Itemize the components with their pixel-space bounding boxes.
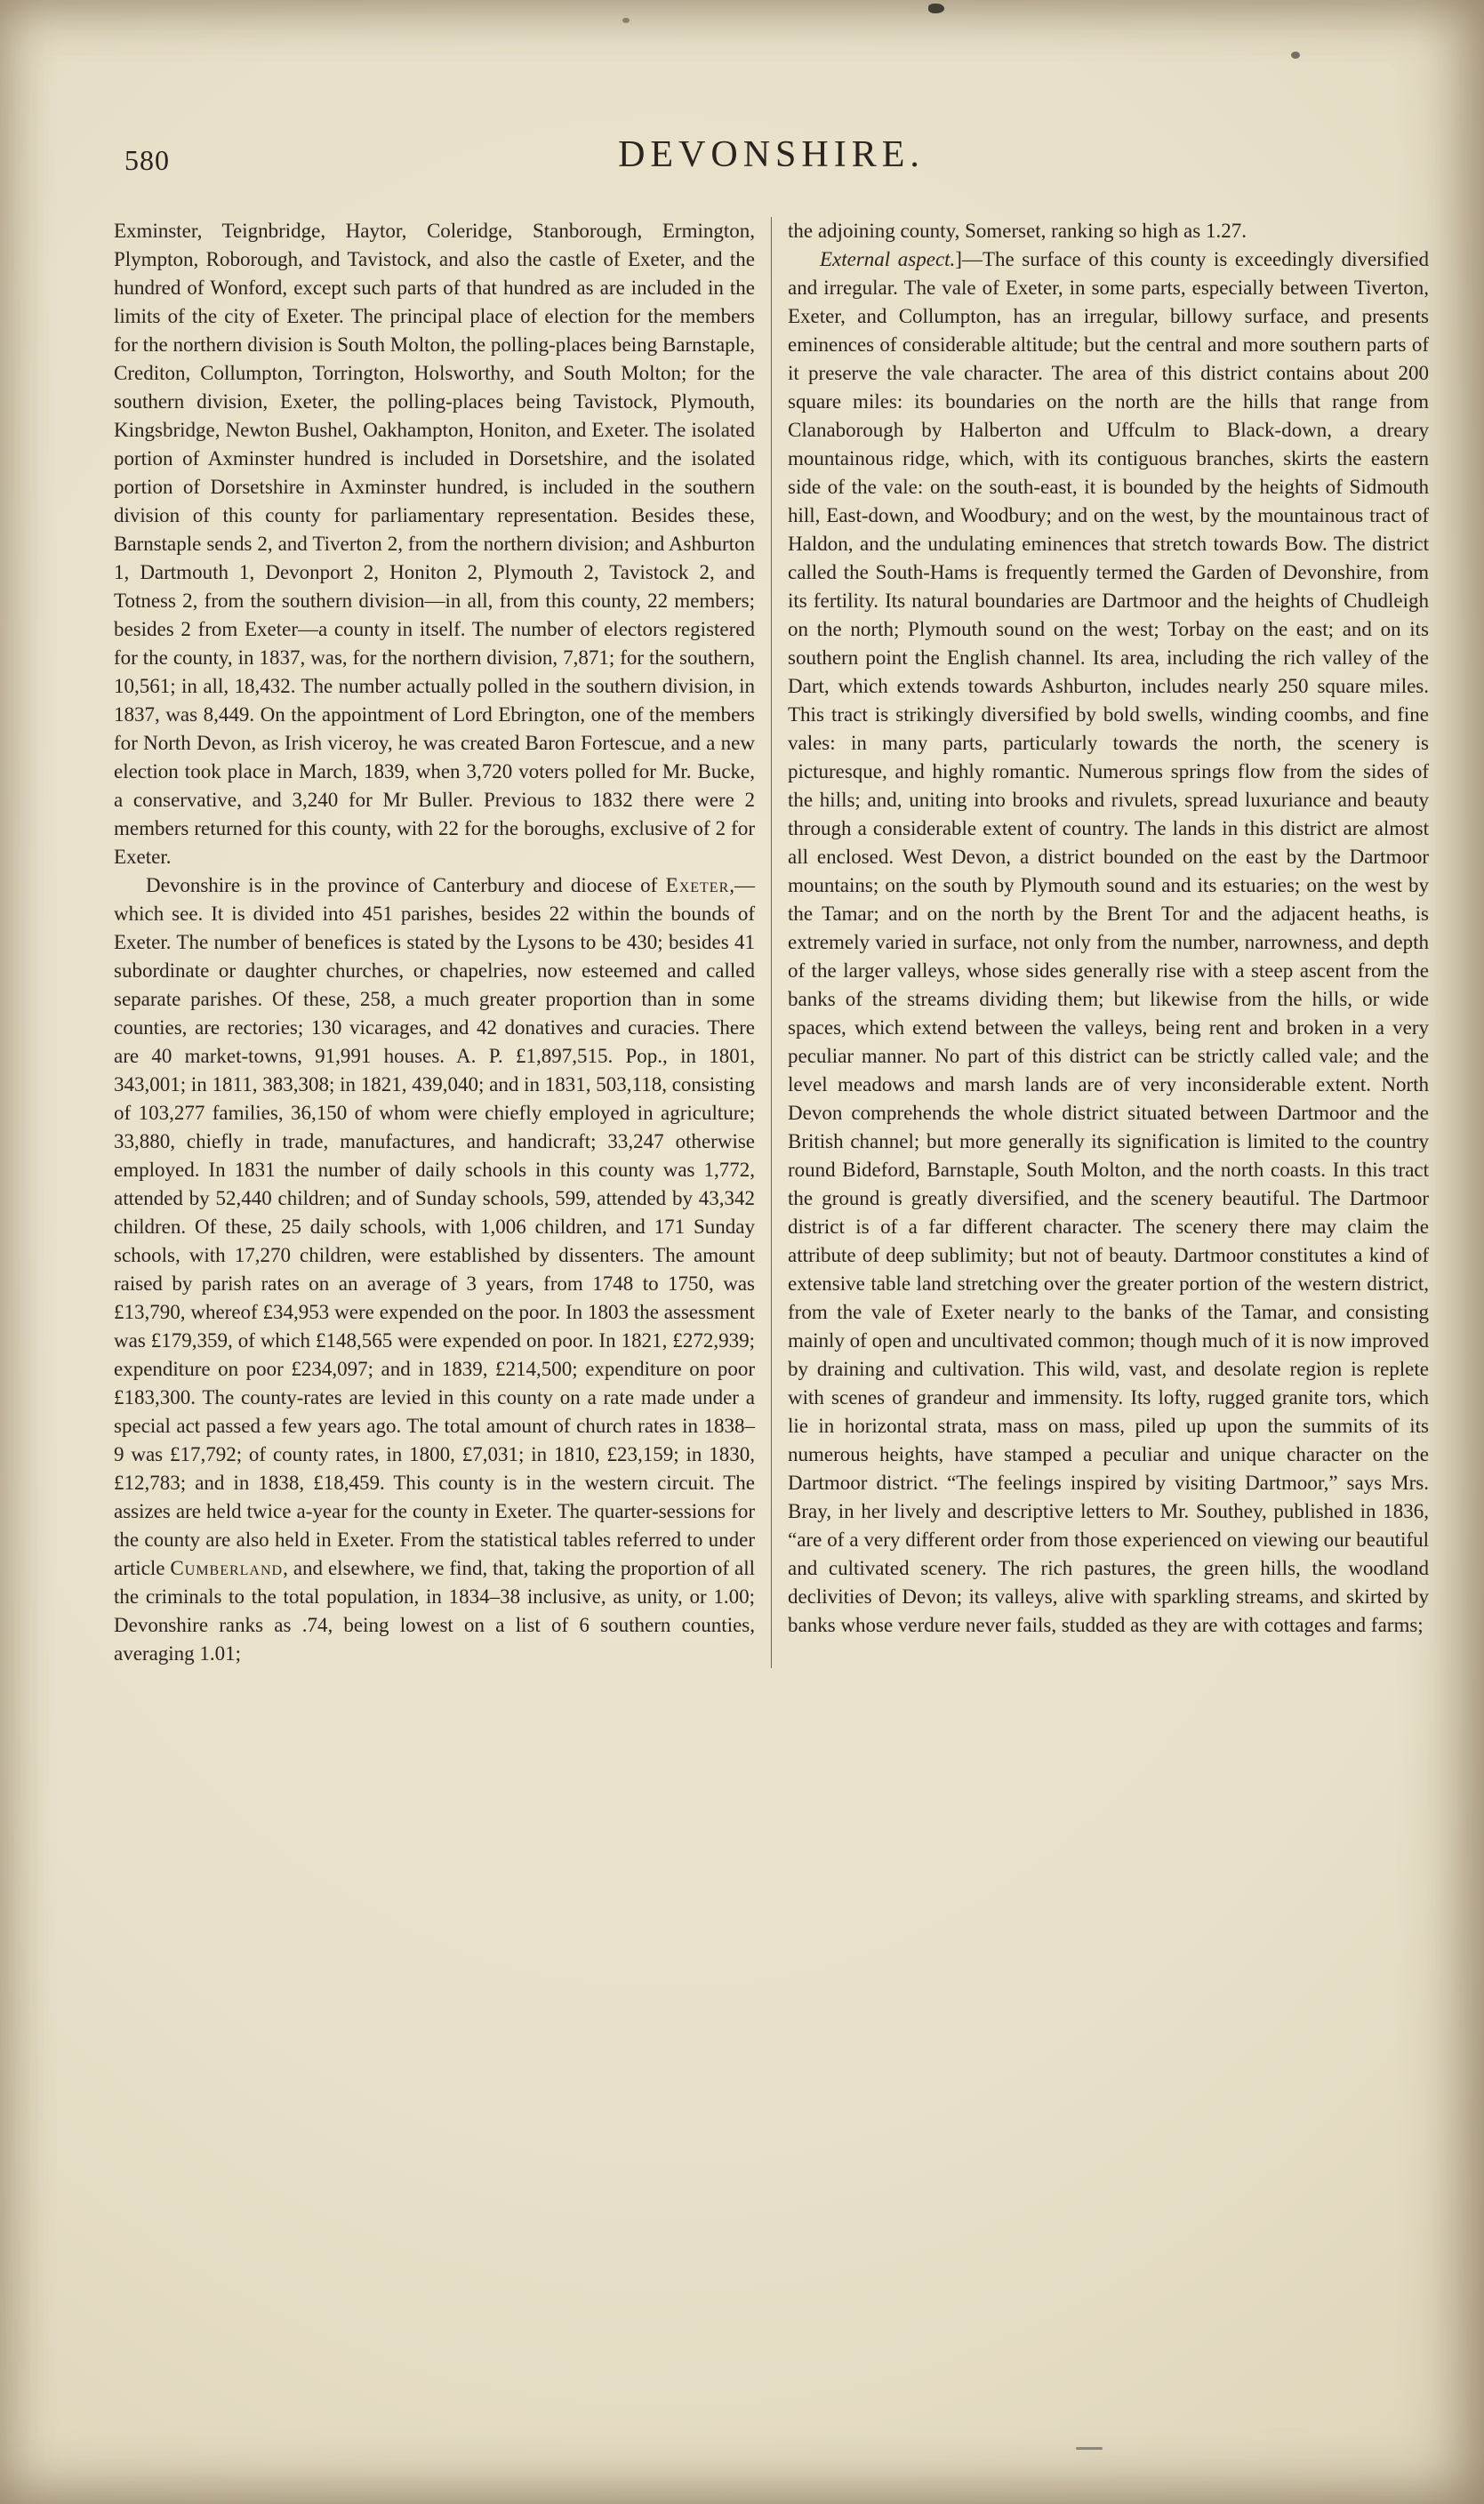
text-block — [114, 217, 1429, 1668]
right-column — [788, 217, 1429, 1668]
left-column — [114, 217, 755, 1668]
paragraph-right-continuation: the adjoining county, Somerset, ranking so high as 1.27. — [788, 220, 1247, 242]
ink-speck — [928, 4, 944, 13]
ink-speck — [1076, 2447, 1103, 2450]
page-number: 580 — [124, 144, 170, 176]
ink-speck — [622, 18, 630, 23]
ink-speck — [1291, 52, 1300, 59]
column-divider-rule — [771, 217, 772, 1668]
paragraph-left-devonshire-stats: Devonshire is in the province of Canterbury and diocese of Exeter,—which see. It is divided into 451 parishes, besides 22 within the bounds of Exeter. The number of benefices is stated by the Lysons to be 430; besides 41 subordinate or daughter churches, or chapelries, now esteemed and called separate parishes. Of these, 258, a much greater proportion than in some counties, are rectories; 130 vicarages, and 42 donatives and curacies. There are 40 market-towns, 91,991 houses. A. P. £1,897,515. Pop., in 1801, 343,001; in 1811, 383,308; in 1821, 439,040; and in 1831, 503,118, consisting of 103,277 families, 36,150 of whom were chiefly employed in agriculture; 33,880, chiefly in trade, manufactures, and handicraft; 33,247 otherwise employed. In 1831 the number of daily schools in this county was 1,772, attended by 52,440 children; and of Sunday schools, 599, attended by 43,342 children. Of these, 25 daily schools, with 1,006 children, and 171 Sunday schools, with 17,270 children, were established by dissenters. The amount raised by parish rates on an average of 3 years, from 1748 to 1750, was £13,790, whereof £34,953 were expended on the poor. In 1803 the assessment was £179,359, of which £148,565 were expended on poor. In 1821, £272,939; expenditure on poor £234,097; and in 1839, £214,500; expenditure on poor £183,300. The county-rates are levied in this county on a rate made under a special act passed a few years ago. The total amount of church rates in 1838–9 was £17,792; of county rates, in 1800, £7,031; in 1810, £23,159; in 1830, £12,783; and in 1838, £18,459. This county is in the western circuit. The assizes are held twice a-year for the county in Exeter. The quarter-sessions for the county are also held in Exeter. From the statistical tables referred to under article Cumberland, and elsewhere, we find, that, taking the proportion of all the criminals to the total population, in 1834–38 inclusive, as unity, or 1.00; Devonshire ranks as .74, being lowest on a list of 6 southern counties, averaging 1.01; — [114, 874, 755, 1665]
paragraph-left-continuation: Exminster, Teignbridge, Haytor, Coleridge, Stanborough, Ermington, Plympton, Roborough, and Tavistock, and also the castle of Exeter, and the hundred of Wonford, except such parts of that hundred as are included in the limits of the city of Exeter. The principal place of election for the members for the northern division is South Molton, the polling-places being Barnstaple, Crediton, Collumpton, Torrington, Holsworthy, and South Molton; for the southern division, Exeter, the polling-places being Tavistock, Plymouth, Kingsbridge, Newton Bushel, Oakhampton, Honiton, and Exeter. The isolated portion of Axminster hundred is included in Dorsetshire, and the isolated portion of Dorsetshire in Axminster hundred, is included in the southern division of this county for parliamentary representation. Besides these, Barnstaple sends 2, and Tiverton 2, from the northern division; and Ashburton 1, Dartmouth 1, Devonport 2, Honiton 2, Plymouth 2, Tavistock 2, and Totness 2, from the southern division—in all, from this county, 22 members; besides 2 from Exeter—a county in itself. The number of electors registered for the county, in 1837, was, for the northern division, 7,871; for the southern, 10,561; in all, 18,432. The number actually polled in the southern division, in 1837, was 8,449. On the appointment of Lord Ebrington, one of the members for North Devon, as Irish viceroy, he was created Baron Fortescue, and a new election took place in March, 1839, when 3,720 voters polled for Mr. Bucke, a conservative, and 3,240 for Mr Buller. Previous to 1832 there were 2 members returned for this county, with 22 for the boroughs, exclusive of 2 for Exeter. — [114, 220, 755, 868]
page-header — [114, 133, 1429, 196]
running-title: DEVONSHIRE. — [618, 134, 925, 175]
paragraph-right-external-aspect: External aspect.]—The surface of this county is exceedingly diversified and irregular. The vale of Exeter, in some parts, especially between Tiverton, Exeter, and Collumpton, has an irregular, billowy surface, and presents eminences of considerable altitude; but the central and more southern parts of it preserve the vale character. The area of this district contains about 200 square miles: its boundaries on the north are the hills that range from Clanaborough by Halberton and Uffculm to Black-down, a dreary mountainous ridge, which, with its contiguous branches, skirts the eastern side of the vale: on the south-east, it is bounded by the heights of Sidmouth hill, East-down, and Woodbury; and on the west, by the mountainous tract of Haldon, and the undulating eminences that stretch towards Bow. The district called the South-Hams is frequently termed the Garden of Devonshire, from its fertility. Its natural boundaries are Dartmoor and the heights of Chudleigh on the north; Plymouth sound on the west; Torbay on the east; and on its southern point the English channel. Its area, including the rich valley of the Dart, which extends towards Ashburton, includes nearly 250 square miles. This tract is strikingly diversified by bold swells, winding coombs, and fine vales: in many parts, particularly towards the north, the scenery is picturesque, and highly romantic. Numerous springs flow from the sides of the hills; and, uniting into brooks and rivulets, spread luxuriance and beauty through a considerable extent of country. The lands in this district are almost all enclosed. West Devon, a district bounded on the east by the Dartmoor mountains; on the south by Plymouth sound and its estuaries; on the west by the Tamar; and on the north by the Brent Tor and the adjacent heaths, is extremely varied in surface, not only from the number, narrowness, and depth of the larger valleys, whose sides generally rise with a steep ascent from the banks of the streams dividing them; but likewise from the hills, or wide spaces, which extend between the valleys, being rent and broken in a very peculiar manner. No part of this district can be strictly called vale; and the level meadows and marsh lands are of very inconsiderable extent. North Devon comprehends the whole district situated between Dartmoor and the British channel; but more generally its signification is limited to the country round Bideford, Barnstaple, South Molton, and the north coasts. In this tract the ground is greatly diversified, and the scenery beautiful. The Dartmoor district is of a far different character. The scenery there may claim the attribute of deep sublimity; but not of beauty. Dartmoor constitutes a kind of extensive table land stretching over the greater portion of the western district, from the vale of Exeter nearly to the banks of the Tamar, and consisting mainly of open and uncultivated common; though much of it is now improved by draining and cultivation. This wild, vast, and desolate region is replete with scenes of grandeur and immensity. Its lofty, rugged granite tors, which lie in horizontal strata, mass on mass, piled up upon the summits of its numerous heights, have stamped a peculiar and unique character on the Dartmoor district. “The feelings inspired by visiting Dartmoor,” says Mrs. Bray, in her lively and descriptive letters to Mr. Southey, published in 1836, “are of a very different order from those experienced on viewing our beautiful and cultivated scenery. The rich pastures, the green hills, the woodland declivities of Devon; its valleys, alive with sparkling streams, and skirted by banks whose verdure never fails, studded as they are with cottages and farms; — [788, 248, 1429, 1636]
